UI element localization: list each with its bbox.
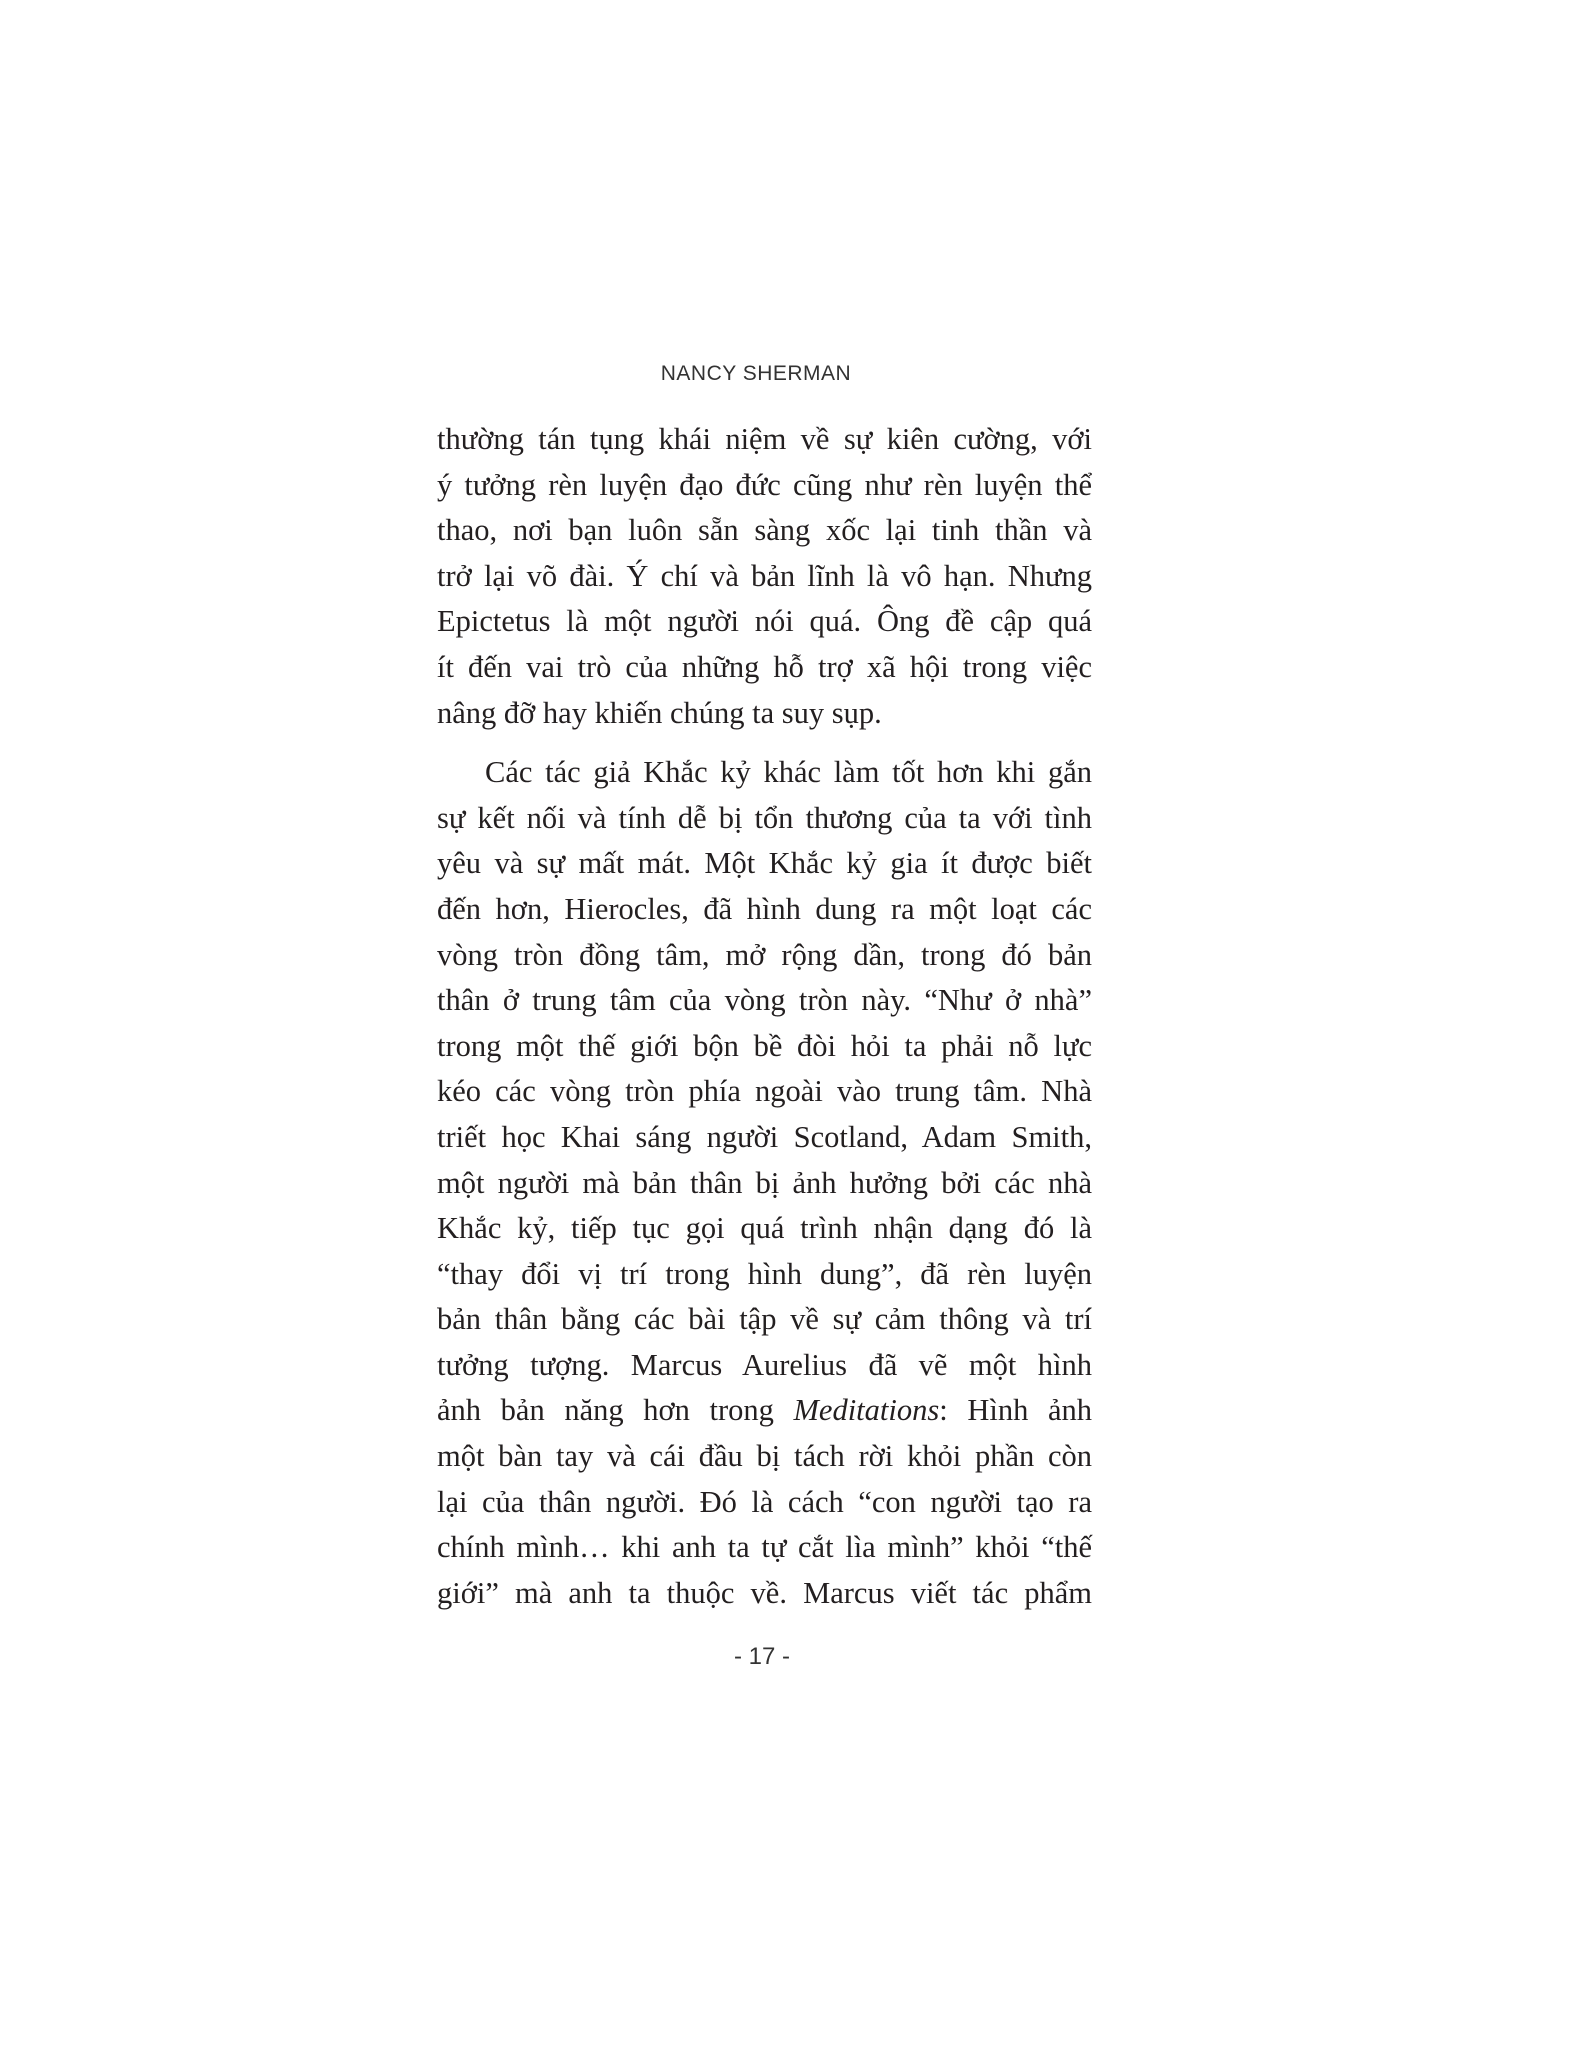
text-line: một người mà bản thân bị ảnh hưởng bởi các nhà (437, 1165, 1092, 1200)
text-line: triết học Khai sáng người Scotland, Adam Smith, (437, 1119, 1092, 1154)
paragraph-1 (437, 417, 1092, 736)
text-line: sự kết nối và tính dễ bị tổn thương của ta với tình (437, 800, 1092, 835)
text-line: Epictetus là một người nói quá. Ông đề cập quá (437, 604, 1092, 639)
running-header-author: NANCY SHERMAN (660, 362, 852, 385)
text-line: lại của thân người. Đó là cách “con người tạo ra (437, 1484, 1092, 1519)
line-segment: ảnh bản năng hơn trong (437, 1393, 794, 1428)
text-line: vòng tròn đồng tâm, mở rộng dần, trong đó bản (437, 937, 1092, 972)
text-line: Khắc kỷ, tiếp tục gọi quá trình nhận dạng đó là (437, 1211, 1092, 1246)
book-title-meditations: Meditations (793, 1393, 940, 1428)
text-line: nâng đỡ hay khiến chúng ta suy sụp. (437, 695, 882, 730)
text-line: tưởng tượng. Marcus Aurelius đã vẽ một hình (437, 1347, 1092, 1382)
text-line: ý tưởng rèn luyện đạo đức cũng như rèn luyện thể (437, 467, 1092, 502)
text-line: thân ở trung tâm của vòng tròn này. “Như ở nhà” (437, 983, 1092, 1018)
text-line-with-italic-title (437, 1388, 1092, 1434)
text-line: Các tác giả Khắc kỷ khác làm tốt hơn khi gắn (485, 755, 1092, 790)
text-line: trở lại võ đài. Ý chí và bản lĩnh là vô hạn. Nhưng (437, 558, 1092, 593)
page-number: - 17 - (733, 1643, 790, 1670)
paragraph-spacer (437, 736, 1092, 750)
body-text (437, 417, 1092, 1616)
text-line: giới” mà anh ta thuộc về. Marcus viết tác phẩm (437, 1575, 1092, 1610)
text-line: đến hơn, Hierocles, đã hình dung ra một loạt các (437, 891, 1092, 926)
text-line: yêu và sự mất mát. Một Khắc kỷ gia ít được biết (437, 846, 1092, 881)
text-line: “thay đổi vị trí trong hình dung”, đã rèn luyện (437, 1256, 1092, 1291)
text-line: kéo các vòng tròn phía ngoài vào trung tâm. Nhà (437, 1074, 1092, 1109)
text-line: ít đến vai trò của những hỗ trợ xã hội trong việc (437, 649, 1092, 684)
line-segment: : Hình ảnh (939, 1393, 1093, 1428)
text-line: trong một thế giới bộn bề đòi hỏi ta phải nỗ lực (437, 1028, 1092, 1063)
text-line: thao, nơi bạn luôn sẵn sàng xốc lại tinh thần và (437, 513, 1092, 548)
paragraph-2 (437, 750, 1092, 1616)
text-line: thường tán tụng khái niệm về sự kiên cường, với (437, 422, 1092, 456)
text-line: chính mình… khi anh ta tự cắt lìa mình” khỏi “thế (437, 1530, 1092, 1565)
text-line: bản thân bằng các bài tập về sự cảm thông và trí (437, 1302, 1092, 1337)
text-line: một bàn tay và cái đầu bị tách rời khỏi phần còn (437, 1439, 1092, 1474)
